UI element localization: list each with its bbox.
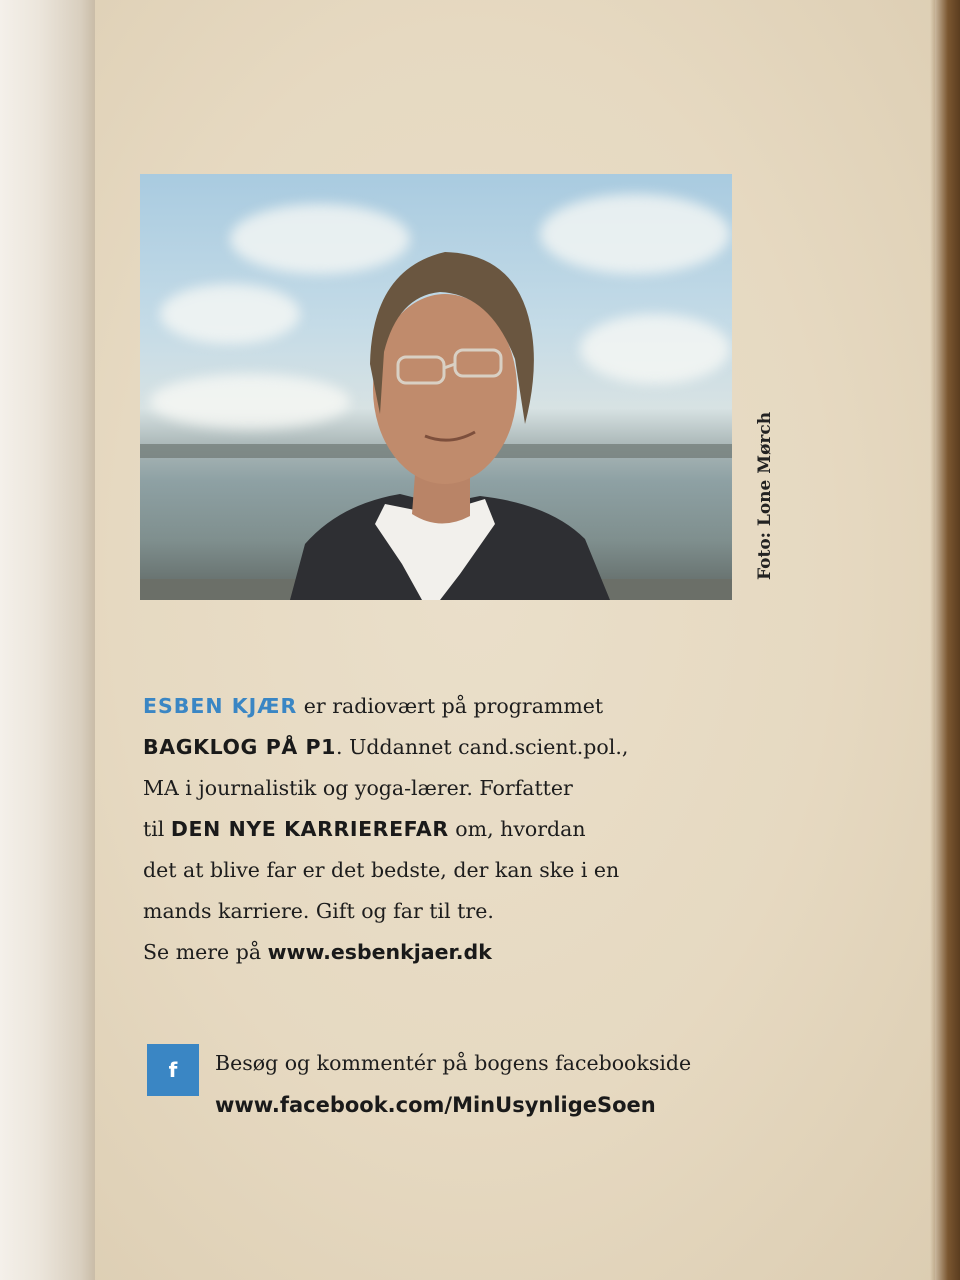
facebook-link[interactable]: www.facebook.com/MinUsynligeSoen [215, 1093, 656, 1117]
bio-line-3: MA i journalistik og yoga-lærer. Forfatter [143, 776, 573, 800]
bio-line-4 [143, 809, 763, 850]
table-edge [930, 0, 960, 1280]
bio-line-6: mands karriere. Gift og far til tre. [143, 899, 494, 923]
bio-text: . Uddannet cand.scient.pol., [336, 735, 629, 759]
bio-text: til [143, 817, 171, 841]
bio-text: Se mere på [143, 940, 268, 964]
bio-line-7 [143, 932, 763, 973]
bio-line-5: det at blive far er det bedste, der kan ske i en [143, 858, 620, 882]
author-bio [143, 686, 763, 973]
bio-line-2 [143, 727, 763, 768]
author-photo [140, 174, 732, 600]
facebook-icon [147, 1044, 199, 1096]
facebook-icon-letter: f [168, 1058, 178, 1082]
website-link[interactable]: www.esbenkjaer.dk [267, 940, 492, 964]
program-name: BAGKLOG PÅ P1 [143, 735, 337, 759]
portrait-figure [140, 174, 732, 600]
book-title: DEN NYE KARRIEREFAR [170, 817, 449, 841]
facebook-text: Besøg og kommentér på bogens facebookside [215, 1051, 692, 1075]
bio-text: om, hvordan [448, 817, 586, 841]
bio-line-1 [143, 686, 763, 727]
bio-text: er radiovært på programmet [297, 694, 604, 718]
book-gutter [0, 0, 95, 1280]
photo-credit: Foto: Lone Mørch [755, 411, 775, 580]
facebook-block [215, 1042, 691, 1126]
author-name: ESBEN KJÆR [143, 694, 298, 718]
